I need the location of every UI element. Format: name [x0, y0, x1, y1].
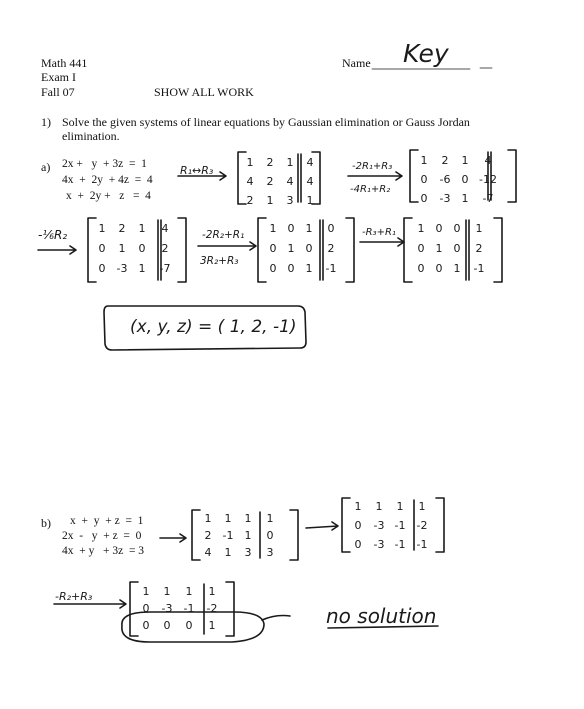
cell: 2	[475, 242, 483, 255]
cell: 4	[306, 156, 314, 169]
part-b-equation-2: 2x - y + z = 0	[62, 530, 142, 542]
cell: 1	[269, 222, 277, 235]
part-b-matrix-2	[348, 500, 434, 551]
cell: 1	[138, 262, 146, 275]
part-b-equation-3: 4x + y + 3z = 3	[62, 545, 145, 557]
cell: -12	[479, 173, 497, 186]
term-label: Fall 07	[41, 85, 75, 99]
cell: 1	[305, 222, 313, 235]
problem-number: 1)	[41, 115, 51, 129]
cell: 3	[244, 546, 252, 559]
part-a-matrix-4	[264, 222, 344, 275]
cell: -6	[439, 173, 451, 186]
cell: 1	[435, 242, 443, 255]
cell: 0	[435, 262, 443, 275]
cell: 1	[138, 222, 146, 235]
part-a-matrix-2	[414, 154, 502, 205]
part-a-step4-op-a: -2R₂+R₁	[202, 229, 245, 241]
cell: 1	[163, 585, 171, 598]
cell: -1	[416, 538, 428, 551]
cell: 1	[287, 242, 295, 255]
cell: 1	[417, 222, 425, 235]
cell: 0	[185, 619, 193, 632]
part-b-conclusion: no solution	[326, 604, 437, 628]
course-label: Math 441	[41, 56, 88, 70]
cell: 4	[306, 175, 314, 188]
cell: -1	[473, 262, 485, 275]
cell: -3	[116, 262, 128, 275]
cell: 2	[266, 156, 274, 169]
part-a-label: a)	[41, 160, 51, 174]
cell: 0	[354, 519, 362, 532]
cell: 1	[461, 154, 469, 167]
name-value: Key	[403, 39, 449, 68]
part-a-step3-op: -⅙R₂	[38, 228, 68, 242]
cell: 0	[461, 173, 469, 186]
cell: 0	[269, 262, 277, 275]
cell: 0	[142, 619, 150, 632]
cell: 1	[224, 546, 232, 559]
cell: 1	[305, 262, 313, 275]
part-a-equation-3: x + 2y + z = 4	[66, 190, 151, 202]
cell: 0	[435, 222, 443, 235]
cell: 0	[138, 242, 146, 255]
part-b-matrix-1	[198, 512, 282, 559]
cell: 1	[266, 194, 274, 207]
part-a-equation-1: 2x + y + 3z = 1	[62, 158, 147, 170]
cell: -3	[439, 192, 451, 205]
cell: 1	[396, 500, 404, 513]
cell: -1	[394, 538, 406, 551]
cell: 1	[306, 194, 314, 207]
problem-text-line1: Solve the given systems of linear equations by Gaussian elimination or Gauss Jordan	[62, 115, 470, 129]
cell: 0	[163, 619, 171, 632]
cell: 0	[142, 602, 150, 615]
part-a-step2-op-b: -4R₁+R₂	[350, 184, 391, 195]
cell: 0	[287, 222, 295, 235]
part-a-step4-op-b: 3R₂+R₃	[200, 255, 239, 267]
cell: 1	[244, 529, 252, 542]
part-a-equation-2: 4x + 2y + 4z = 4	[62, 174, 153, 186]
cell: 1	[185, 585, 193, 598]
cell: 0	[327, 222, 335, 235]
cell: 0	[269, 242, 277, 255]
cell: 0	[98, 262, 106, 275]
cell: 2	[161, 242, 169, 255]
cell: -3	[373, 519, 385, 532]
cell: 0	[266, 529, 274, 542]
part-a-step1-op: R₁↔R₃	[180, 164, 214, 177]
cell: 0	[417, 242, 425, 255]
cell: 1	[420, 154, 428, 167]
part-b-matrix-3	[136, 585, 224, 632]
cell: 4	[286, 175, 294, 188]
part-b-step-op: -R₂+R₃	[55, 590, 93, 603]
cell: 2	[204, 529, 212, 542]
cell: 2	[118, 222, 126, 235]
cell: 3	[266, 546, 274, 559]
cell: 1	[204, 512, 212, 525]
cell: -3	[373, 538, 385, 551]
cell: 4	[161, 222, 169, 235]
cell: 0	[420, 192, 428, 205]
problem-text-line2: elimination.	[62, 129, 120, 143]
cell: 1	[98, 222, 106, 235]
cell: 4	[204, 546, 212, 559]
cell: 4	[484, 154, 492, 167]
cell: 1	[208, 619, 216, 632]
cell: 2	[246, 194, 254, 207]
part-a-matrix-1	[240, 156, 320, 207]
cell: -2	[206, 602, 218, 615]
cell: -7	[159, 262, 171, 275]
cell: 0	[453, 222, 461, 235]
cell: -2	[416, 519, 428, 532]
cell: 1	[354, 500, 362, 513]
instruction-label: SHOW ALL WORK	[154, 85, 254, 99]
cell: 1	[118, 242, 126, 255]
part-a-step5-op: -R₃+R₁	[362, 227, 396, 238]
cell: 2	[266, 175, 274, 188]
cell: 0	[420, 173, 428, 186]
part-b-label: b)	[41, 516, 51, 530]
cell: 1	[246, 156, 254, 169]
cell: -1	[183, 602, 195, 615]
cell: 0	[287, 262, 295, 275]
cell: 0	[354, 538, 362, 551]
cell: -1	[325, 262, 337, 275]
cell: 2	[327, 242, 335, 255]
part-b-equation-1: x + y + z = 1	[70, 515, 144, 527]
cell: 1	[475, 222, 483, 235]
cell: 0	[305, 242, 313, 255]
cell: 1	[208, 585, 216, 598]
cell: 1	[375, 500, 383, 513]
cell: -1	[222, 529, 234, 542]
cell: -3	[161, 602, 173, 615]
cell: 1	[418, 500, 426, 513]
cell: 3	[286, 194, 294, 207]
cell: 1	[453, 262, 461, 275]
cell: -7	[482, 192, 494, 205]
cell: 4	[246, 175, 254, 188]
cell: 1	[286, 156, 294, 169]
part-a-step2-op-a: -2R₁+R₃	[352, 161, 393, 172]
cell: 1	[461, 192, 469, 205]
cell: 0	[98, 242, 106, 255]
cell: 2	[441, 154, 449, 167]
cell: 1	[266, 512, 274, 525]
cell: 0	[417, 262, 425, 275]
cell: 1	[224, 512, 232, 525]
part-a-answer: (x, y, z) = ( 1, 2, -1)	[130, 317, 297, 337]
cell: 1	[244, 512, 252, 525]
part-a-matrix-3	[92, 222, 178, 275]
part-a-matrix-5	[412, 222, 492, 275]
cell: 0	[453, 242, 461, 255]
exam-label: Exam I	[41, 70, 76, 84]
name-label: Name	[342, 56, 371, 70]
cell: 1	[142, 585, 150, 598]
cell: -1	[394, 519, 406, 532]
